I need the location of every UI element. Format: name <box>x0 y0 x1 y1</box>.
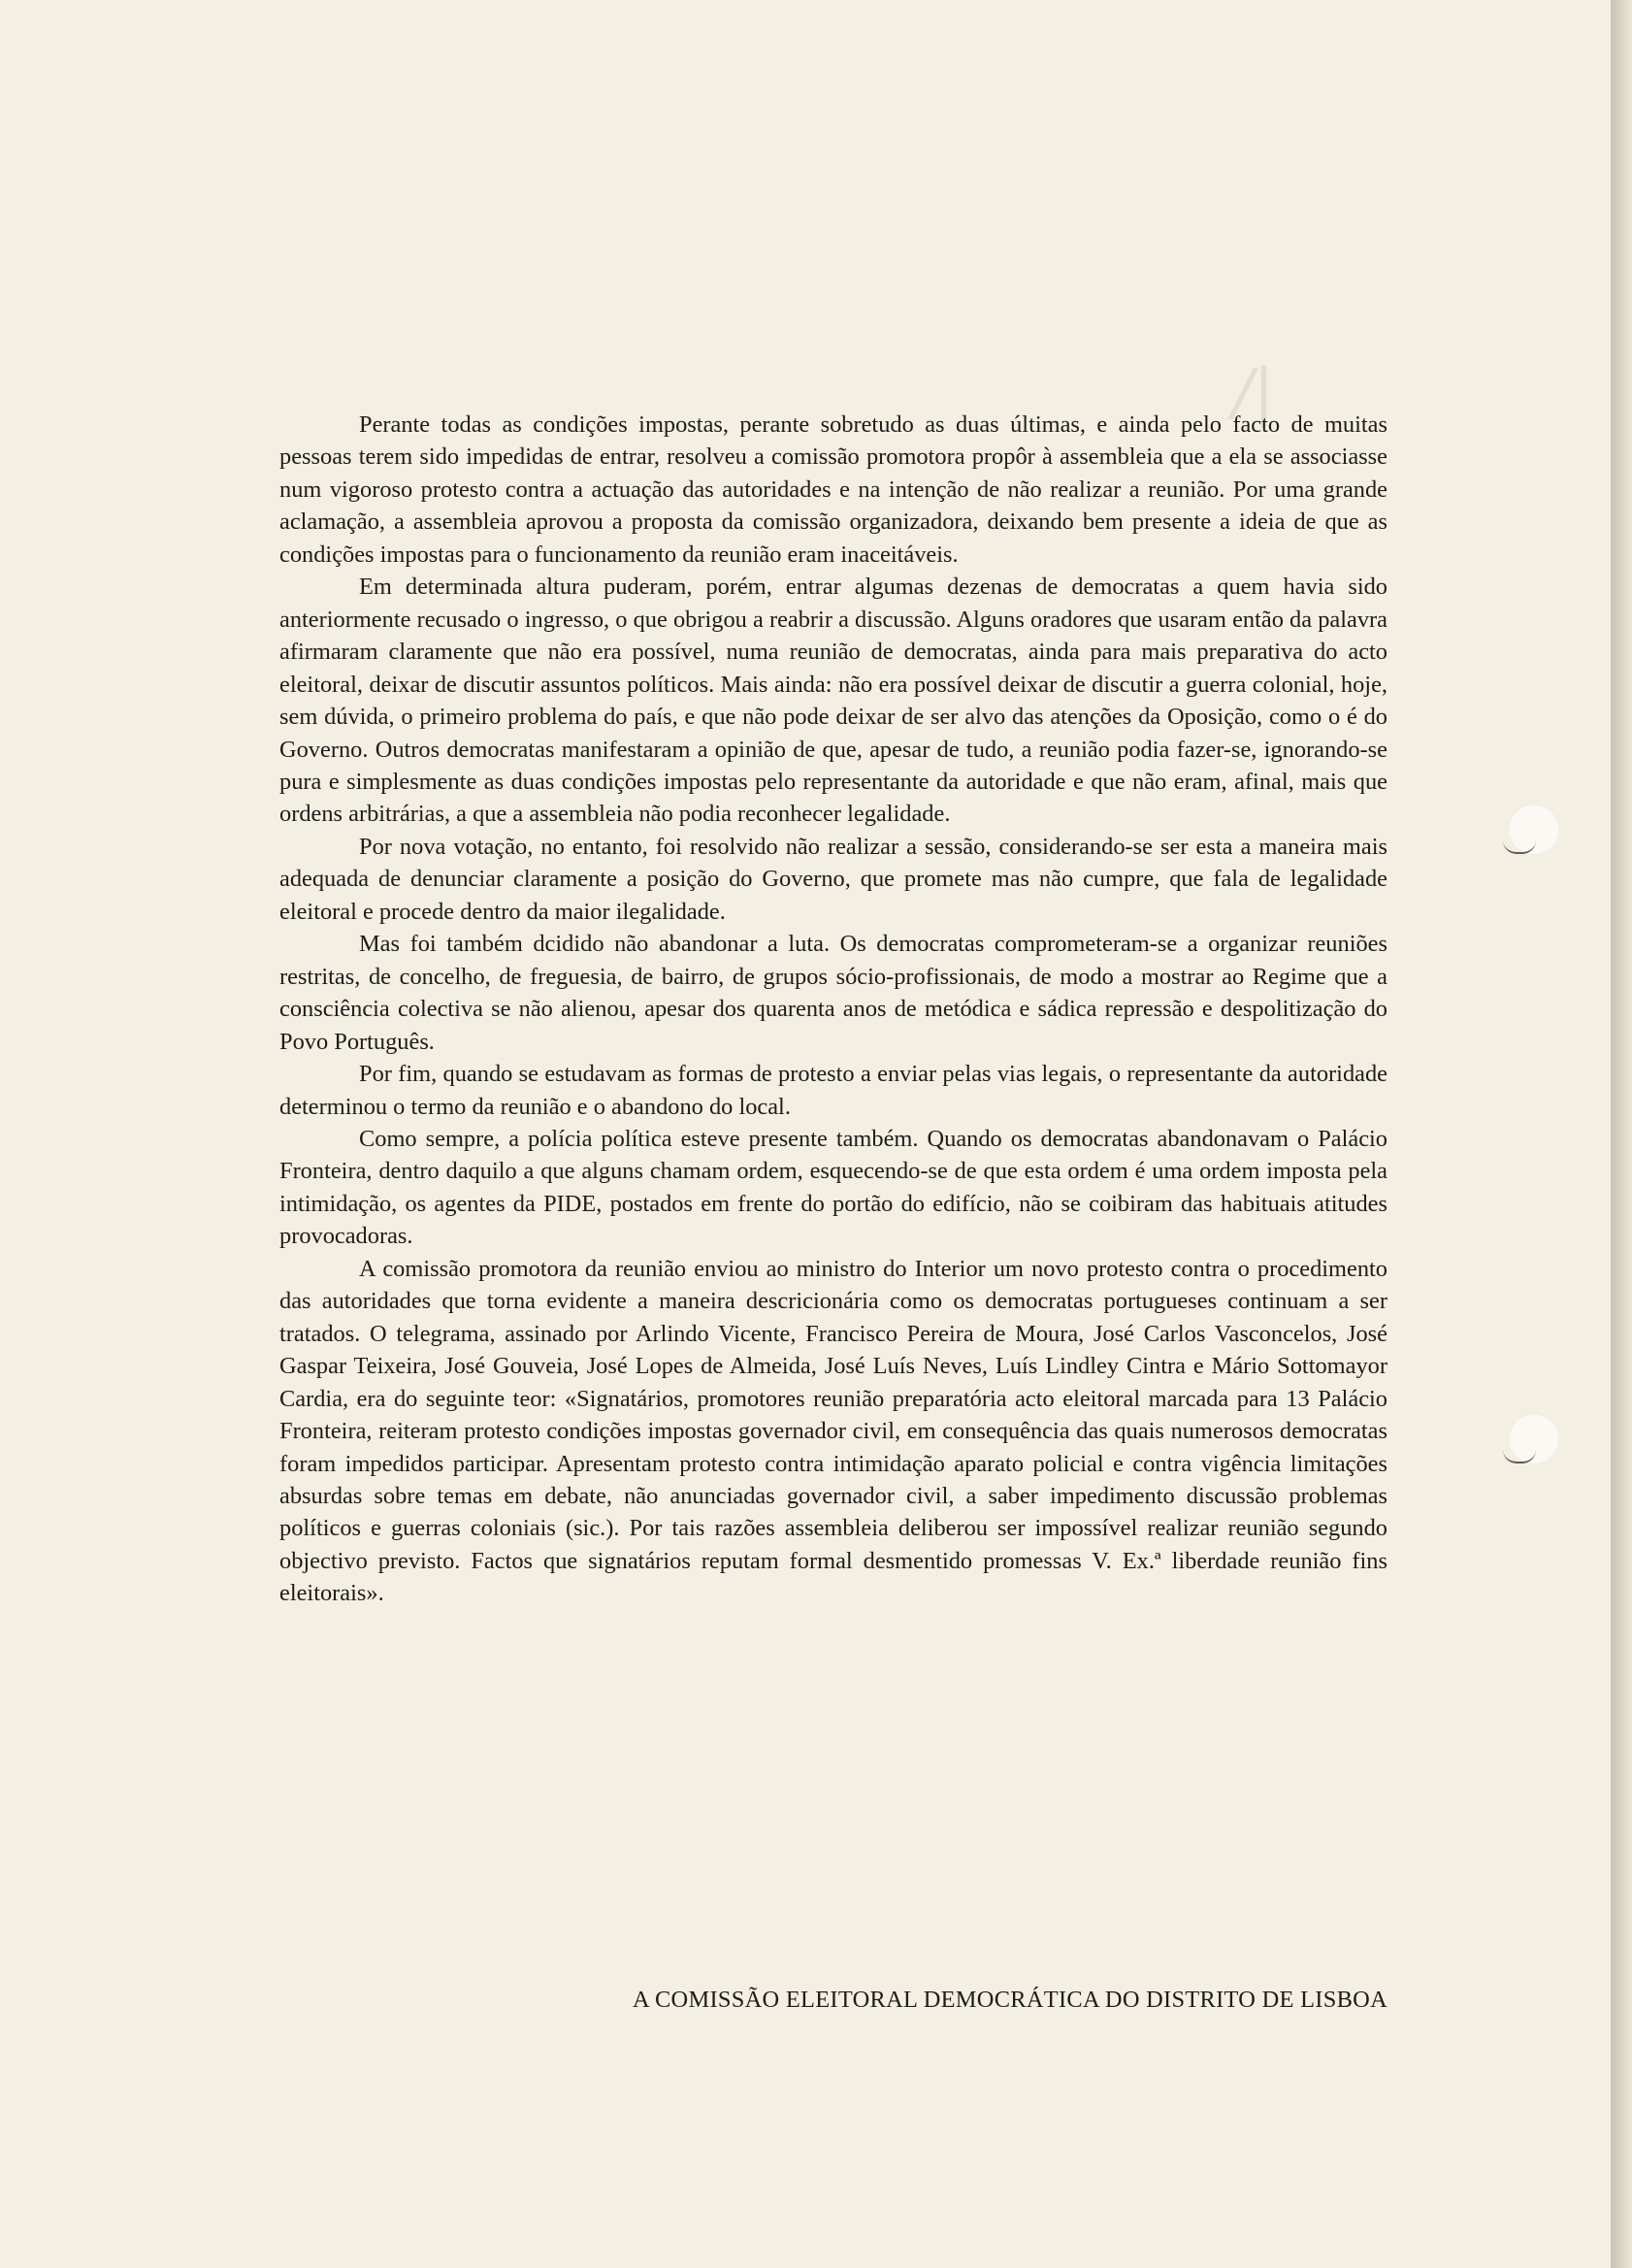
signature-line: A COMISSÃO ELEITORAL DEMOCRÁTICA DO DISTRITO DE LISBOA <box>633 1987 1387 2013</box>
page-edge <box>1611 0 1632 2268</box>
paragraph: Como sempre, a polícia política esteve presente também. Quando os democratas abandonavam o Palácio Fronteira, dentro daquilo a que alguns chamam ordem, esquecendo-se de que esta ordem é uma ordem imposta pela intimidação, os agentes da PIDE, postados em frente do portão do edifício, não se coibiram das habituais atitudes provocadoras. <box>279 1125 1387 1250</box>
paragraph: Por fim, quando se estudavam as formas de protesto a enviar pelas vias legais, o representante da autoridade determinou o termo da reunião e o abandono do local. <box>279 1061 1387 1120</box>
paragraph: Por nova votação, no entanto, foi resolvido não realizar a sessão, considerando-se ser esta a maneira mais adequada de denunciar claramente a posição do Governo, que promete mas não cumpre, que fala de legalidade eleitoral e procede dentro da maior ilegalidade. <box>279 833 1387 925</box>
faint-pencil-mark: /| <box>1232 357 1275 429</box>
document-body <box>279 409 1387 1610</box>
paragraph: Mas foi também dcidido não abandonar a luta. Os democratas comprometeram-se a organizar reuniões restritas, de concelho, de freguesia, de bairro, de grupos sócio-profissionais, de modo a mostrar ao Regime que a consciência colectiva se não alienou, apesar dos quarenta anos de metódica e sádica repressão e despolitização do Povo Português. <box>279 931 1387 1055</box>
paragraph: Perante todas as condições impostas, perante sobretudo as duas últimas, e ainda pelo facto de muitas pessoas terem sido impedidas de entrar, resolveu a comissão promotora propôr à assembleia que a ela se associasse num vigoroso protesto contra a actuação das autoridades e na intenção de não realizar a reunião. Por uma grande aclamação, a assembleia aprovou a proposta da comissão organizadora, deixando bem presente a ideia de que as condições impostas para o funcionamento da reunião eram inaceitáveis. <box>279 411 1387 568</box>
paragraph: A comissão promotora da reunião enviou ao ministro do Interior um novo protesto contra o procedimento das autoridades que torna evidente a maneira descricionária como os democratas portugueses continuam a ser tratados. O telegrama, assinado por Arlindo Vicente, Francisco Pereira de Moura, José Carlos Vasconcelos, José Gaspar Teixeira, José Gouveia, José Lopes de Almeida, José Luís Neves, Luís Lindley Cintra e Mário Sottomayor Cardia, era do seguinte teor: «Signatários, promotores reunião preparatória acto eleitoral marcada para 13 Palácio Fronteira, reiteram protesto condições impostas governador civil, em consequência das quais numerosos democratas foram impedidos participar. Apresentam protesto contra intimidação aparato policial e contra vigência limitações absurdas sobre temas em debate, não anunciadas governador civil, a saber impedimento discussão problemas políticos e guerras coloniais (sic.). Por tais razões assembleia deliberou ser impossível realizar reunião segundo objectivo previsto. Factos que signatários reputam formal desmentido promessas V. Ex.ª liberdade reunião fins eleitorais». <box>279 1255 1387 1607</box>
paragraph: Em determinada altura puderam, porém, entrar algumas dezenas de democratas a quem havia sido anteriormente recusado o ingresso, o que obrigou a reabrir a discussão. Alguns oradores que usaram então da palavra afirmaram claramente que não era possível, numa reunião de democratas, ainda para mais preparativa do acto eleitoral, deixar de discutir assuntos políticos. Mais ainda: não era possível deixar de discutir a guerra colonial, hoje, sem dúvida, o primeiro problema do país, e que não pode deixar de ser alvo das atenções da Oposição, como o é do Governo. Outros democratas manifestaram a opinião de que, apesar de tudo, a reunião podia fazer-se, ignorando-se pura e simplesmente as duas condições impostas pelo representante da autoridade e que não eram, afinal, mais que ordens arbitrárias, a que a assembleia não podia reconhecer legalidade. <box>279 574 1387 828</box>
